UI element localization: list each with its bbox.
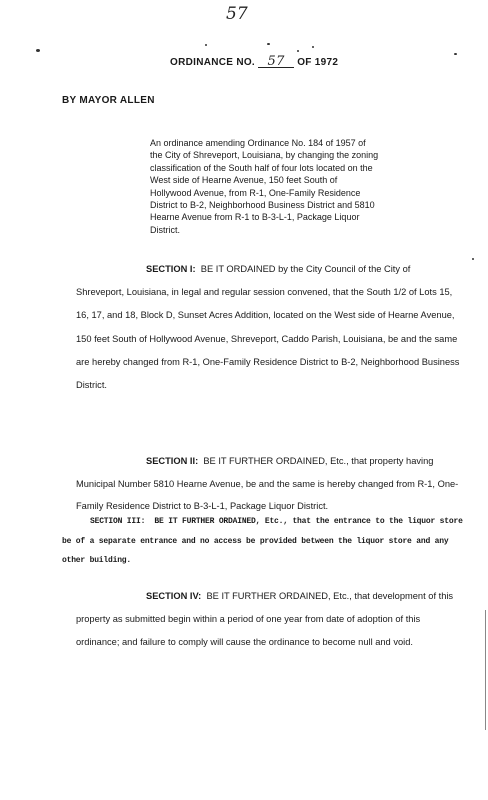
section-3 (62, 512, 467, 571)
scan-edge-line (485, 610, 486, 730)
title-suffix: OF 1972 (297, 57, 339, 68)
section-2 (76, 450, 460, 518)
scan-speck (36, 49, 40, 52)
section-1-text: BE IT ORDAINED by the City Council of the City of Shreveport, Louisiana, in legal and regular session convened, that the South 1/2 of Lots 15, 16, 17, and 18, Block D, Sunset Acres Addition, located on the West side of Hearne Avenue, 150 feet South of Hollywood Avenue, Shreveport, Caddo Parish, Louisiana, be and the same are hereby changed from R-1, One-Family Residence District to B-2, Neighborhood Business District. (76, 264, 460, 391)
byline: BY MAYOR ALLEN (62, 95, 155, 106)
ordinance-title (170, 56, 338, 68)
scan-speck (205, 44, 207, 46)
section-2-text: BE IT FURTHER ORDAINED, Etc., that property having Municipal Number 5810 Hearne Avenue, be and the same is hereby changed from R-1, One-Family Residence District to B-3-L-1, Package Liquor District. (76, 456, 459, 511)
scan-speck (312, 46, 314, 48)
section-4-text: BE IT FURTHER ORDAINED, Etc., that development of this property as submitted begin within a period of one year from date of adoption of this ordinance; and failure to comply will cause the ordinance to become null and void. (76, 591, 454, 647)
scan-speck (267, 43, 270, 45)
section-4 (76, 585, 460, 654)
scan-speck (472, 258, 474, 260)
section-1 (76, 258, 460, 397)
ordinance-caption: An ordinance amending Ordinance No. 184 of 1957 of the City of Shreveport, Louisiana, by changing the zoning classification of the South half of four lots located on the West side of Hearne Avenue, 150 feet South of Hollywood Avenue, from R-1, One-Family Residence District to B-2, Neighborhood Business District and 5810 Hearne Avenue from R-1 to B-3-L-1, Package Liquor District. (150, 138, 379, 235)
ordinance-number: 57 (258, 56, 294, 68)
handwritten-page-number: 57 (226, 4, 248, 24)
title-prefix: ORDINANCE NO. (170, 57, 256, 68)
section-3-heading: SECTION III: (90, 517, 146, 526)
section-1-heading: SECTION I: (146, 264, 196, 274)
scan-speck (297, 50, 299, 52)
section-4-heading: SECTION IV: (146, 591, 202, 601)
section-3-text: BE IT FURTHER ORDAINED, Etc., that the entrance to the liquor store be of a separate entrance and no access be provided between the liquor store and any other building. (62, 517, 463, 565)
section-2-heading: SECTION II: (146, 456, 199, 466)
scan-speck (454, 53, 457, 55)
